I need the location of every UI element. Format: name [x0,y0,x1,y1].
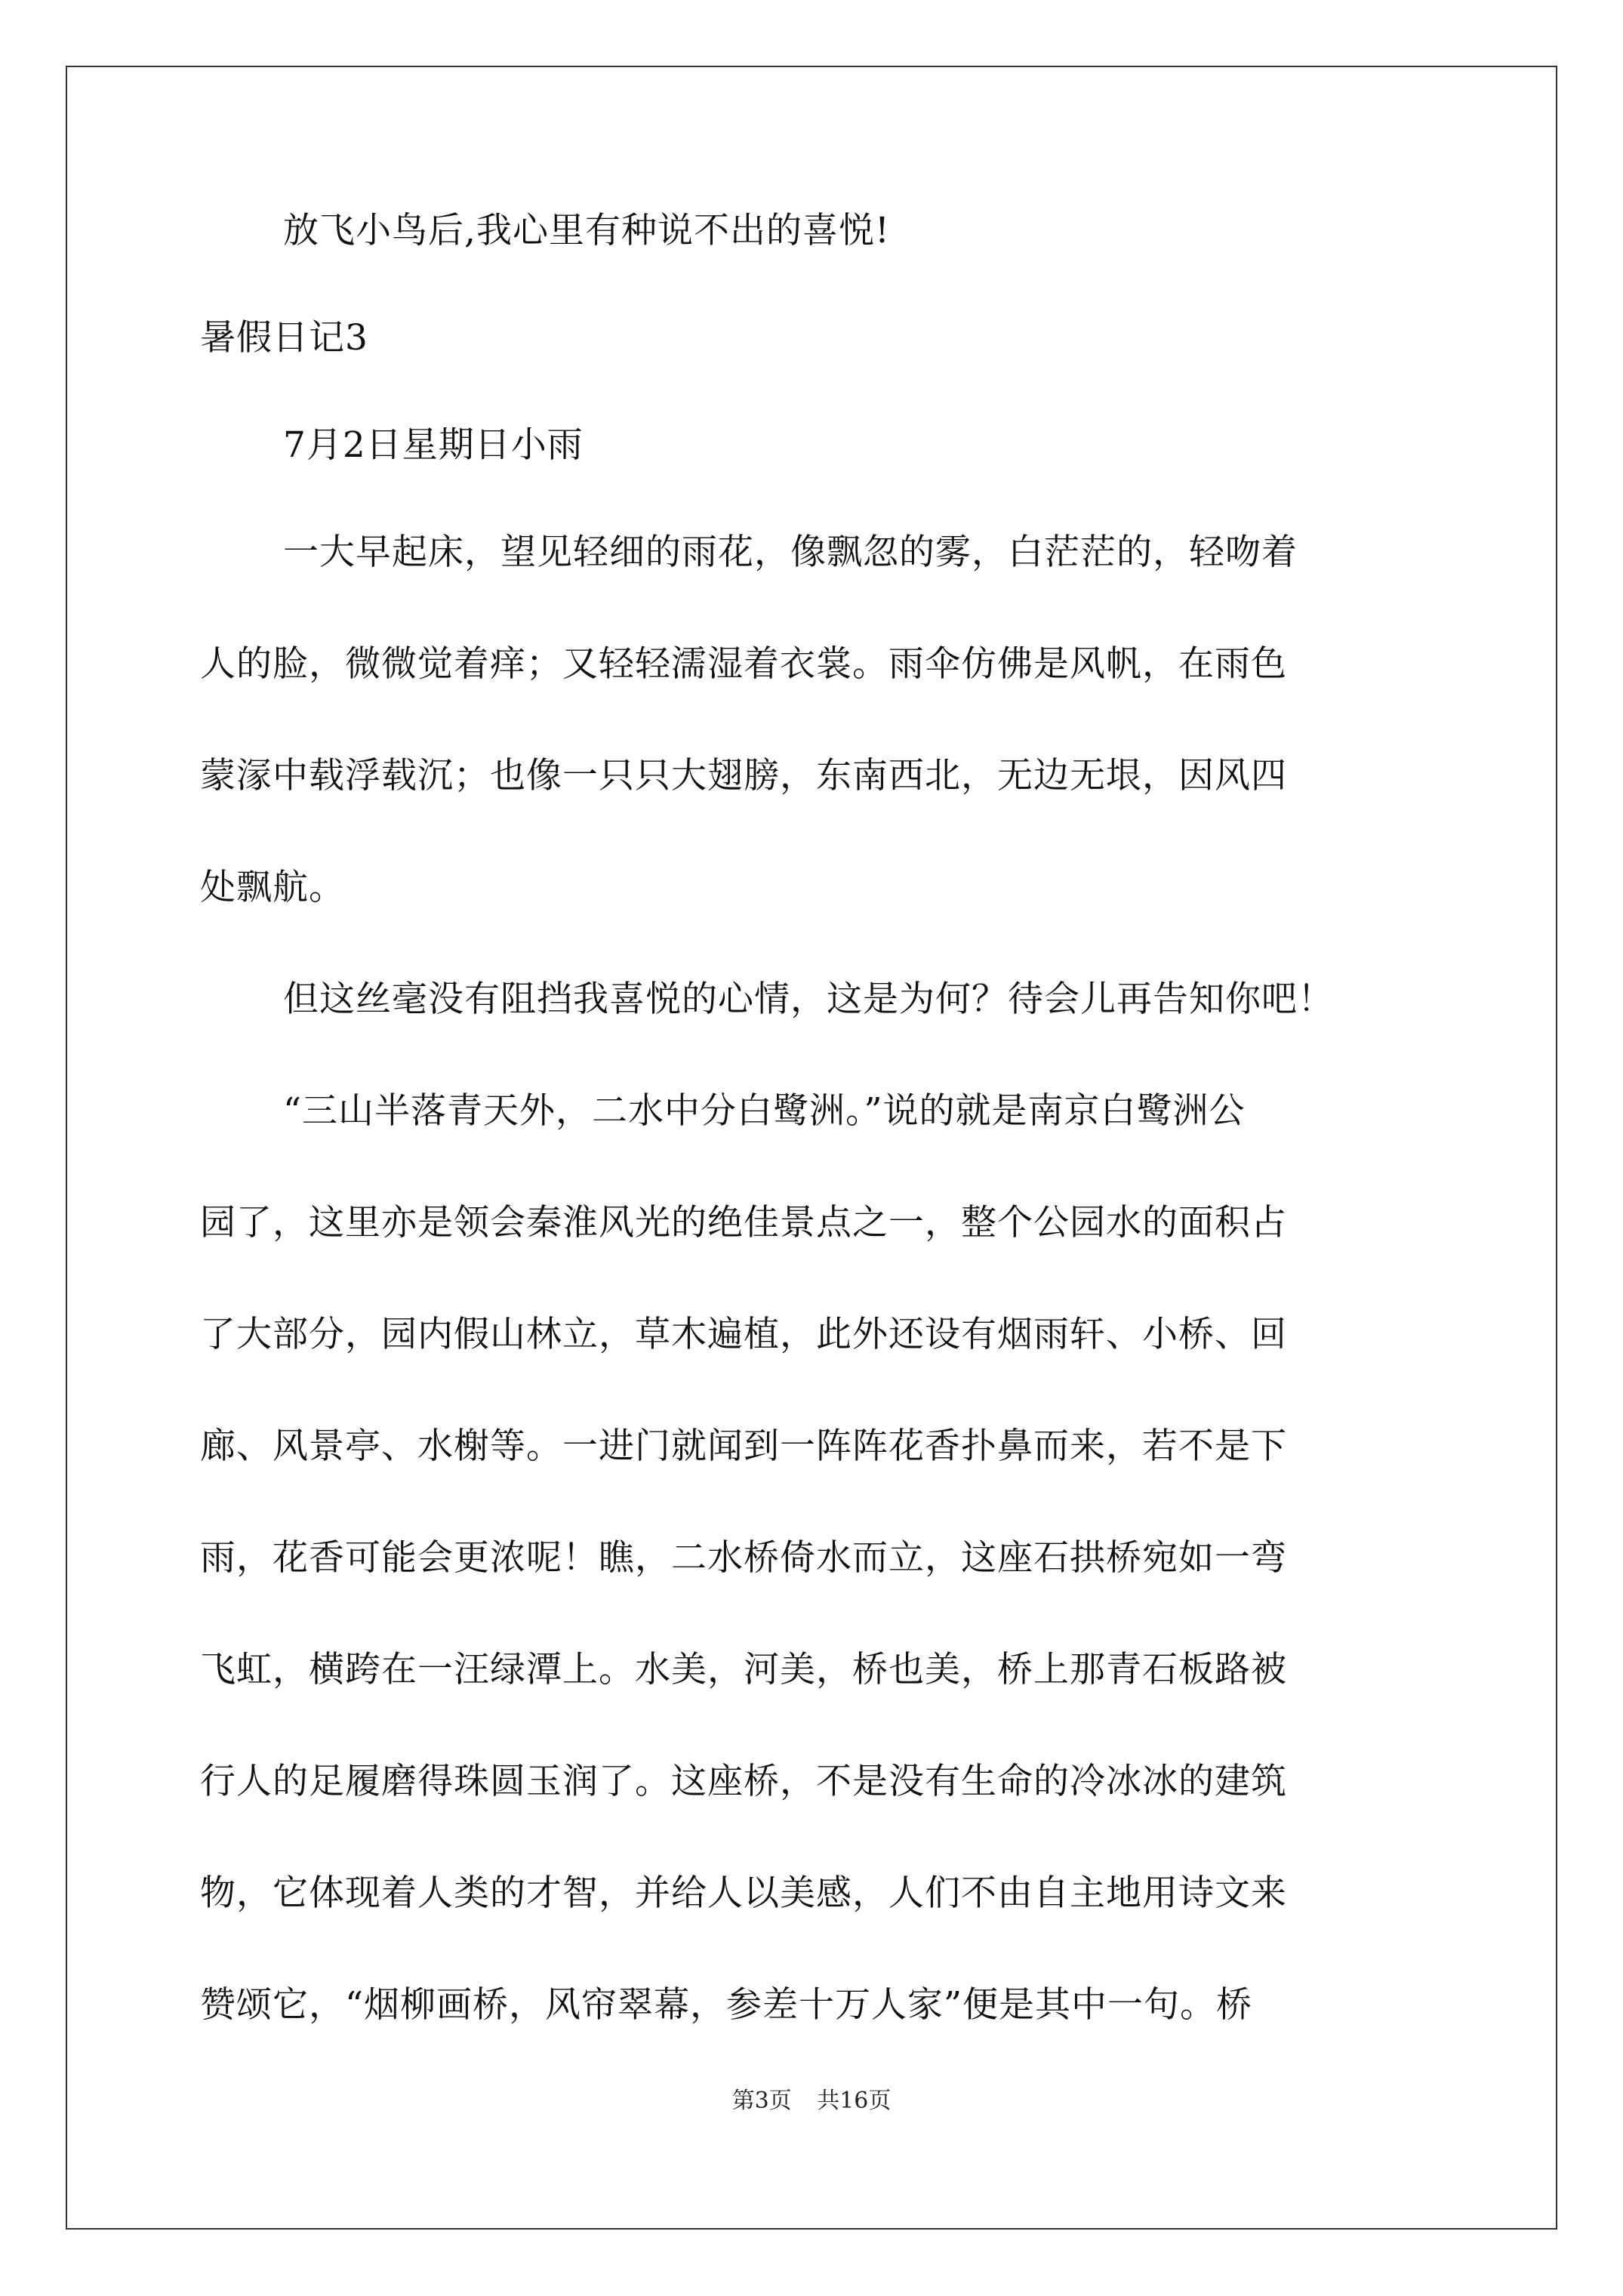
paragraph-line: 但这丝毫没有阻挡我喜悦的心情，这是为何？待会儿再告知你吧！ [283,978,1334,1020]
page-number: 第3页 [731,2088,792,2114]
total-pages: 共16页 [817,2088,892,2114]
paragraph-line: 了大部分，园内假山林立，草木遍植，此外还设有烟雨轩、小桥、回 [200,1314,1287,1355]
diary-date-line: 7月2日星期日小雨 [283,424,584,466]
paragraph-line: 园了，这里亦是领会秦淮风光的绝佳景点之一，整个公园水的面积占 [200,1202,1287,1244]
document-body [200,204,1431,2032]
paragraph-line: 一大早起床，望见轻细的雨花，像飘忽的雾，白茫茫的，轻吻着 [283,532,1298,573]
page-footer [0,2082,1623,2115]
paragraph-line: 人的脸，微微觉着痒；又轻轻濡湿着衣裳。雨伞仿佛是风帆，在雨色 [200,643,1287,685]
paragraph-line: 处飘航。 [200,867,345,908]
paragraph-line: 飞虹，横跨在一汪绿潭上。水美，河美，桥也美，桥上那青石板路被 [200,1649,1287,1690]
paragraph-line: 雨，花香可能会更浓呢！瞧，二水桥倚水而立，这座石拱桥宛如一弯 [200,1537,1287,1579]
paragraph-line: “三山半落青天外，二水中分白鹭洲。”说的就是南京白鹭洲公 [283,1090,1246,1132]
section-heading: 暑假日记3 [200,317,368,359]
paragraph-line: 廊、风景亭、水榭等。一进门就闻到一阵阵花香扑鼻而来，若不是下 [200,1425,1287,1467]
paragraph-line: 行人的足履磨得珠圆玉润了。这座桥，不是没有生命的冷冰冰的建筑 [200,1761,1287,1802]
paragraph-line: 物，它体现着人类的才智，并给人以美感，人们不由自主地用诗文来 [200,1872,1287,1914]
paragraph-line: 放飞小鸟后,我心里有种说不出的喜悦! [283,210,890,251]
paragraph-line: 赞颂它，“烟柳画桥，风帘翠幕，参差十万人家”便是其中一句。桥 [200,1984,1253,2026]
paragraph-line: 蒙溕中载浮载沉；也像一只只大翅膀，东南西北，无边无垠，因风四 [200,755,1287,797]
